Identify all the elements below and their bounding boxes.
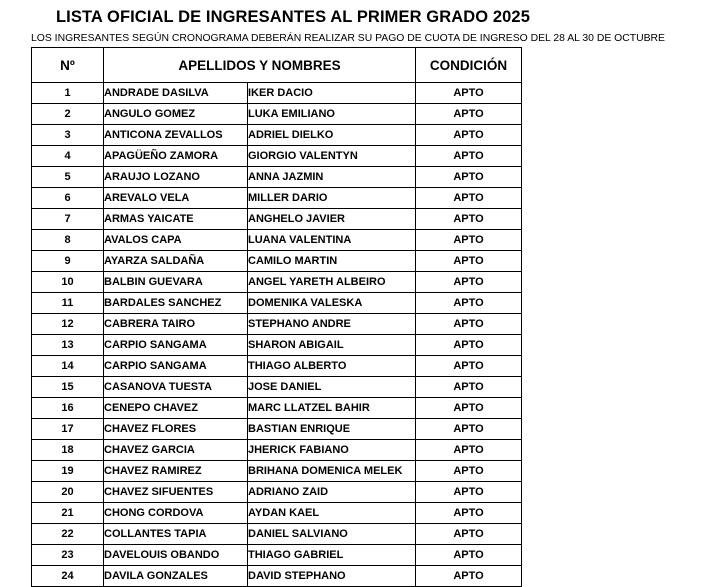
cell-number: 23 [32,545,104,566]
cell-condicion: APTO [416,566,522,587]
cell-condicion: APTO [416,419,522,440]
cell-apellidos: APAGÜEÑO ZAMORA [104,146,248,167]
table-row [32,209,522,230]
cell-condicion: APTO [416,293,522,314]
cell-condicion: APTO [416,272,522,293]
cell-condicion: APTO [416,524,522,545]
cell-number: 18 [32,440,104,461]
cell-number: 10 [32,272,104,293]
cell-number: 16 [32,398,104,419]
cell-apellidos: BALBIN GUEVARA [104,272,248,293]
cell-condicion: APTO [416,125,522,146]
table-row [32,419,522,440]
cell-apellidos: CHAVEZ FLORES [104,419,248,440]
cell-apellidos: ARMAS YAICATE [104,209,248,230]
table-row [32,83,522,104]
cell-apellidos: CASANOVA TUESTA [104,377,248,398]
table-body [32,83,522,587]
table-row [32,566,522,587]
cell-apellidos: CABRERA TAIRO [104,314,248,335]
cell-apellidos: CARPIO SANGAMA [104,335,248,356]
cell-condicion: APTO [416,335,522,356]
cell-apellidos: AVALOS CAPA [104,230,248,251]
cell-number: 7 [32,209,104,230]
cell-number: 21 [32,503,104,524]
cell-number: 9 [32,251,104,272]
cell-apellidos: ARAUJO LOZANO [104,167,248,188]
cell-condicion: APTO [416,356,522,377]
cell-apellidos: ANTICONA ZEVALLOS [104,125,248,146]
table-row [32,188,522,209]
cell-apellidos: BARDALES SANCHEZ [104,293,248,314]
table-row [32,440,522,461]
cell-condicion: APTO [416,209,522,230]
cell-apellidos: CHONG CORDOVA [104,503,248,524]
table-row [32,293,522,314]
table-row [32,146,522,167]
cell-condicion: APTO [416,146,522,167]
table-row [32,251,522,272]
cell-condicion: APTO [416,251,522,272]
table-row [32,125,522,146]
cell-nombres: DAVID STEPHANO [248,566,416,587]
cell-nombres: MARC LLATZEL BAHIR [248,398,416,419]
cell-nombres: AYDAN KAEL [248,503,416,524]
cell-number: 24 [32,566,104,587]
header-number: Nº [32,48,104,83]
cell-nombres: JHERICK FABIANO [248,440,416,461]
table-row [32,482,522,503]
cell-number: 1 [32,83,104,104]
cell-condicion: APTO [416,104,522,125]
cell-number: 3 [32,125,104,146]
cell-condicion: APTO [416,545,522,566]
document-title: LISTA OFICIAL DE INGRESANTES AL PRIMER GRADO 2025 [56,8,530,26]
cell-number: 11 [32,293,104,314]
cell-apellidos: CARPIO SANGAMA [104,356,248,377]
cell-number: 20 [32,482,104,503]
cell-apellidos: ANGULO GOMEZ [104,104,248,125]
cell-apellidos: ANDRADE DASILVA [104,83,248,104]
table-row [32,335,522,356]
cell-nombres: ADRIANO ZAID [248,482,416,503]
cell-condicion: APTO [416,377,522,398]
cell-apellidos: AYARZA SALDAÑA [104,251,248,272]
cell-nombres: THIAGO GABRIEL [248,545,416,566]
cell-number: 4 [32,146,104,167]
cell-condicion: APTO [416,440,522,461]
cell-nombres: ANGEL YARETH ALBEIRO [248,272,416,293]
cell-nombres: LUKA EMILIANO [248,104,416,125]
table-row [32,398,522,419]
cell-apellidos: CHAVEZ RAMIREZ [104,461,248,482]
table-row [32,104,522,125]
header-names: APELLIDOS Y NOMBRES [104,48,416,83]
cell-condicion: APTO [416,461,522,482]
cell-condicion: APTO [416,503,522,524]
cell-number: 5 [32,167,104,188]
cell-apellidos: DAVELOUIS OBANDO [104,545,248,566]
cell-nombres: BASTIAN ENRIQUE [248,419,416,440]
cell-nombres: ANNA JAZMIN [248,167,416,188]
cell-nombres: ADRIEL DIELKO [248,125,416,146]
cell-nombres: CAMILO MARTIN [248,251,416,272]
cell-nombres: DOMENIKA VALESKA [248,293,416,314]
table-row [32,356,522,377]
cell-condicion: APTO [416,482,522,503]
cell-apellidos: CENEPO CHAVEZ [104,398,248,419]
cell-number: 15 [32,377,104,398]
ingresantes-table [31,47,522,587]
cell-condicion: APTO [416,167,522,188]
document-subtitle: LOS INGRESANTES SEGÚN CRONOGRAMA DEBERÁN REALIZAR SU PAGO DE CUOTA DE INGRESO DEL 28 AL 30 DE OCTUBRE [31,33,665,44]
cell-nombres: GIORGIO VALENTYN [248,146,416,167]
cell-nombres: DANIEL SALVIANO [248,524,416,545]
table-row [32,314,522,335]
cell-nombres: ANGHELO JAVIER [248,209,416,230]
table-row [32,272,522,293]
cell-nombres: IKER DACIO [248,83,416,104]
cell-number: 6 [32,188,104,209]
cell-apellidos: CHAVEZ GARCIA [104,440,248,461]
cell-number: 22 [32,524,104,545]
cell-number: 8 [32,230,104,251]
cell-nombres: SHARON ABIGAIL [248,335,416,356]
cell-apellidos: AREVALO VELA [104,188,248,209]
cell-condicion: APTO [416,398,522,419]
cell-number: 17 [32,419,104,440]
cell-nombres: JOSE DANIEL [248,377,416,398]
table-header-row [32,48,522,83]
cell-apellidos: DAVILA GONZALES [104,566,248,587]
cell-number: 12 [32,314,104,335]
cell-condicion: APTO [416,188,522,209]
header-condition: CONDICIÓN [416,48,522,83]
cell-nombres: STEPHANO ANDRE [248,314,416,335]
table-row [32,524,522,545]
cell-nombres: BRIHANA DOMENICA MELEK [248,461,416,482]
cell-condicion: APTO [416,230,522,251]
cell-number: 14 [32,356,104,377]
cell-number: 19 [32,461,104,482]
table-row [32,167,522,188]
cell-condicion: APTO [416,314,522,335]
cell-apellidos: CHAVEZ SIFUENTES [104,482,248,503]
cell-condicion: APTO [416,83,522,104]
cell-number: 13 [32,335,104,356]
cell-nombres: THIAGO ALBERTO [248,356,416,377]
table-row [32,230,522,251]
cell-apellidos: COLLANTES TAPIA [104,524,248,545]
table-row [32,461,522,482]
cell-number: 2 [32,104,104,125]
table-row [32,545,522,566]
cell-nombres: LUANA VALENTINA [248,230,416,251]
cell-nombres: MILLER DARIO [248,188,416,209]
table-row [32,503,522,524]
table-row [32,377,522,398]
